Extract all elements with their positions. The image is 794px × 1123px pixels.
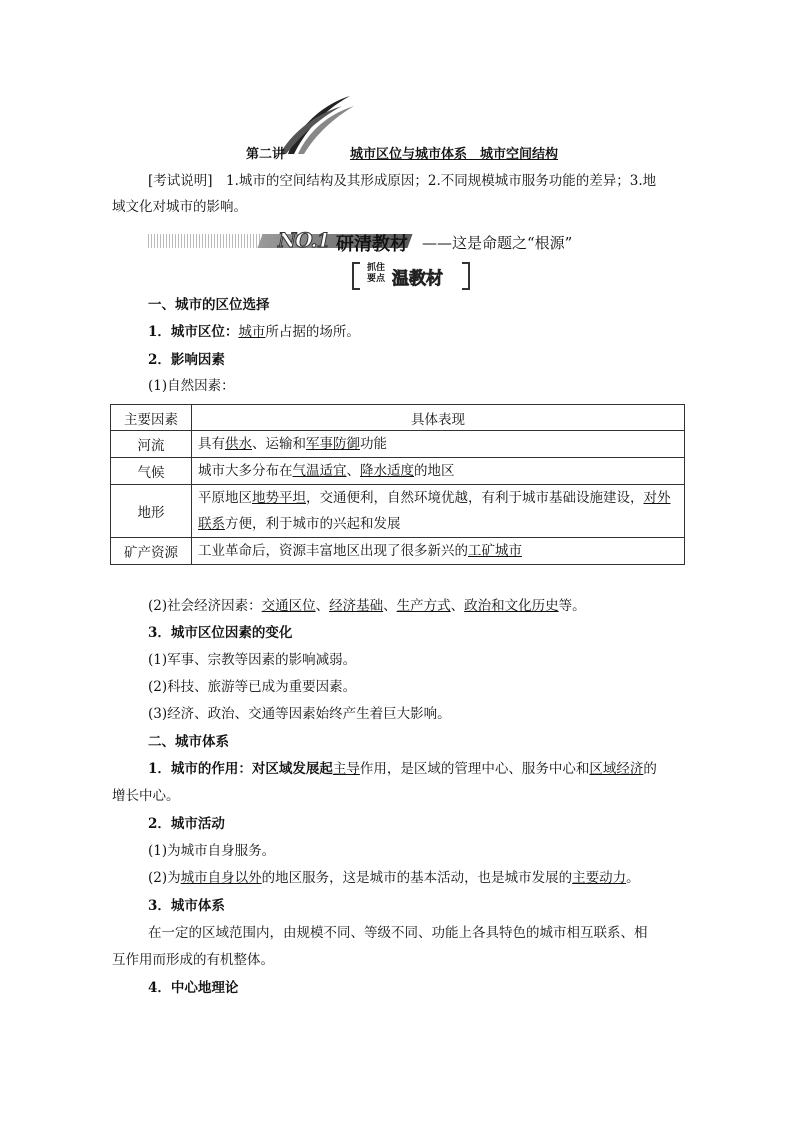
cell-text: 、运输和: [252, 436, 306, 452]
function-key: 区域经济: [589, 761, 644, 777]
system-definition: 在一定的区域范围内，由规模不同、等级不同、功能上各具特色的城市相互联系、相: [148, 925, 648, 941]
cell-text: 城市大多分布在: [198, 463, 293, 479]
cell-key: 气温适宜: [292, 463, 347, 479]
social-sep: 、: [315, 598, 330, 614]
stamp-big-text: 温教材: [392, 269, 443, 289]
activity-key: 主要动力: [572, 870, 627, 886]
social-key: 交通区位: [261, 598, 316, 614]
cell-text: 、: [346, 463, 360, 479]
table-cell-detail: [192, 485, 685, 538]
lecture-number: 第二讲: [246, 147, 286, 162]
activity-item-2: [112, 865, 722, 891]
cell-text: ，交通便利，自然环境优越，有利于城市基础设施建设，: [306, 490, 644, 506]
section2-heading: 二、城市体系: [148, 734, 229, 750]
table-row: [111, 485, 685, 538]
city-function-cont: 增长中心。: [112, 788, 180, 804]
section1-heading: 一、城市的区位选择: [148, 297, 270, 313]
change-item-1: (1)军事、宗教等因素的影响减弱。: [148, 652, 357, 668]
location-key: 城市: [238, 324, 266, 340]
table-cell-detail: [192, 538, 685, 565]
cell-key: 降水适度: [360, 463, 414, 479]
system-definition-cont: 互作用而形成的有机整体。: [112, 952, 274, 968]
city-function: [112, 756, 722, 782]
natural-factors-table: [110, 404, 685, 565]
stamp-right-bracket: [462, 262, 470, 290]
activity-item-1: (1)为城市自身服务。: [148, 843, 276, 859]
social-sep: 、: [450, 598, 465, 614]
social-factors: [112, 593, 722, 619]
social-key: 经济基础: [329, 598, 384, 614]
banner-subtitle: ——这是命题之“根源”: [422, 234, 573, 252]
activity-text: (2)为: [148, 870, 181, 886]
table-cell-detail: [192, 431, 685, 458]
table-cell-detail: [192, 458, 685, 485]
stamp-left-bracket: [352, 262, 360, 290]
function-text: 1．城市的作用：对区域发展起: [148, 761, 333, 777]
function-text: 作用，是区域的管理中心、服务中心和: [359, 761, 590, 777]
cell-text: 平原地区: [198, 490, 252, 506]
section-stamp: [352, 262, 470, 288]
activity-key: 城市自身以外: [180, 870, 262, 886]
cell-text: 工业革命后，资源丰富地区出现了很多新兴的: [198, 543, 468, 559]
central-place-heading: 4．中心地理论: [148, 980, 239, 996]
table-cell-factor: 河流: [111, 431, 192, 458]
exam-note-cont: [112, 194, 686, 220]
cell-text: 具有: [198, 436, 225, 452]
cell-key: 供水: [225, 436, 252, 452]
change-heading: 3．城市区位因素的变化: [148, 625, 293, 641]
activity-text: 的地区服务，这是城市的基本活动，也是城市发展的: [261, 870, 573, 886]
stamp-small-text: [364, 263, 388, 285]
exam-note-line1: [考试说明] 1.城市的空间结构及其形成原因；2.不同规模城市服务功能的差异；3.地: [148, 173, 657, 189]
location-rest: 所占据的场所。: [265, 324, 360, 340]
lecture-topic: 城市区位与城市体系 城市空间结构: [350, 147, 559, 162]
function-key: 主导: [332, 761, 360, 777]
cell-key: 军事防御: [306, 436, 360, 452]
banner-hatch: [148, 234, 266, 248]
system-heading: 3．城市体系: [148, 898, 225, 914]
table-header-row: [111, 405, 685, 431]
table-row: [111, 458, 685, 485]
exam-note: [112, 168, 686, 194]
banner-badge: NO.1: [278, 228, 330, 252]
table-header-factor: 主要因素: [111, 405, 192, 431]
cell-key: 地势平坦: [252, 490, 306, 506]
social-key: 政治和文化历史: [464, 598, 559, 614]
table-cell-factor: 地形: [111, 485, 192, 538]
banner-heading: 研清教材: [336, 234, 408, 255]
stamp-small-top: 抓住: [366, 263, 385, 273]
change-item-3: (3)经济、政治、交通等因素始终产生着巨大影响。: [148, 706, 451, 722]
page-title: [240, 143, 620, 163]
table-row: [111, 538, 685, 565]
social-label: (2)社会经济因素：: [148, 598, 262, 614]
cell-text: 方便，利于城市的兴起和发展: [225, 516, 401, 532]
cell-key: 工矿城市: [468, 543, 522, 559]
table-header-detail: 具体表现: [192, 405, 685, 431]
social-sep: 等。: [558, 598, 586, 614]
social-key: 生产方式: [396, 598, 451, 614]
location-label: 1．城市区位：: [148, 324, 239, 340]
section-banner: [148, 228, 648, 256]
stamp-small-bottom: 要点: [366, 274, 385, 284]
factors-heading: 2．影响因素: [148, 352, 225, 368]
activity-text: 。: [626, 870, 640, 886]
cell-key: 对外联系: [198, 490, 671, 532]
table-cell-factor: 气候: [111, 458, 192, 485]
table-cell-factor: 矿产资源: [111, 538, 192, 565]
exam-note-line2: 域文化对城市的影响。: [112, 199, 247, 215]
natural-factors-label: (1)自然因素：: [148, 378, 235, 394]
change-item-2: (2)科技、旅游等已成为重要因素。: [148, 679, 357, 695]
table-row: [111, 431, 685, 458]
cell-text: 的地区: [414, 463, 455, 479]
function-text: 的: [643, 761, 657, 777]
cell-text: 功能: [360, 436, 387, 452]
activity-heading: 2．城市活动: [148, 816, 225, 832]
social-sep: 、: [383, 598, 397, 614]
location-definition: [112, 319, 722, 345]
